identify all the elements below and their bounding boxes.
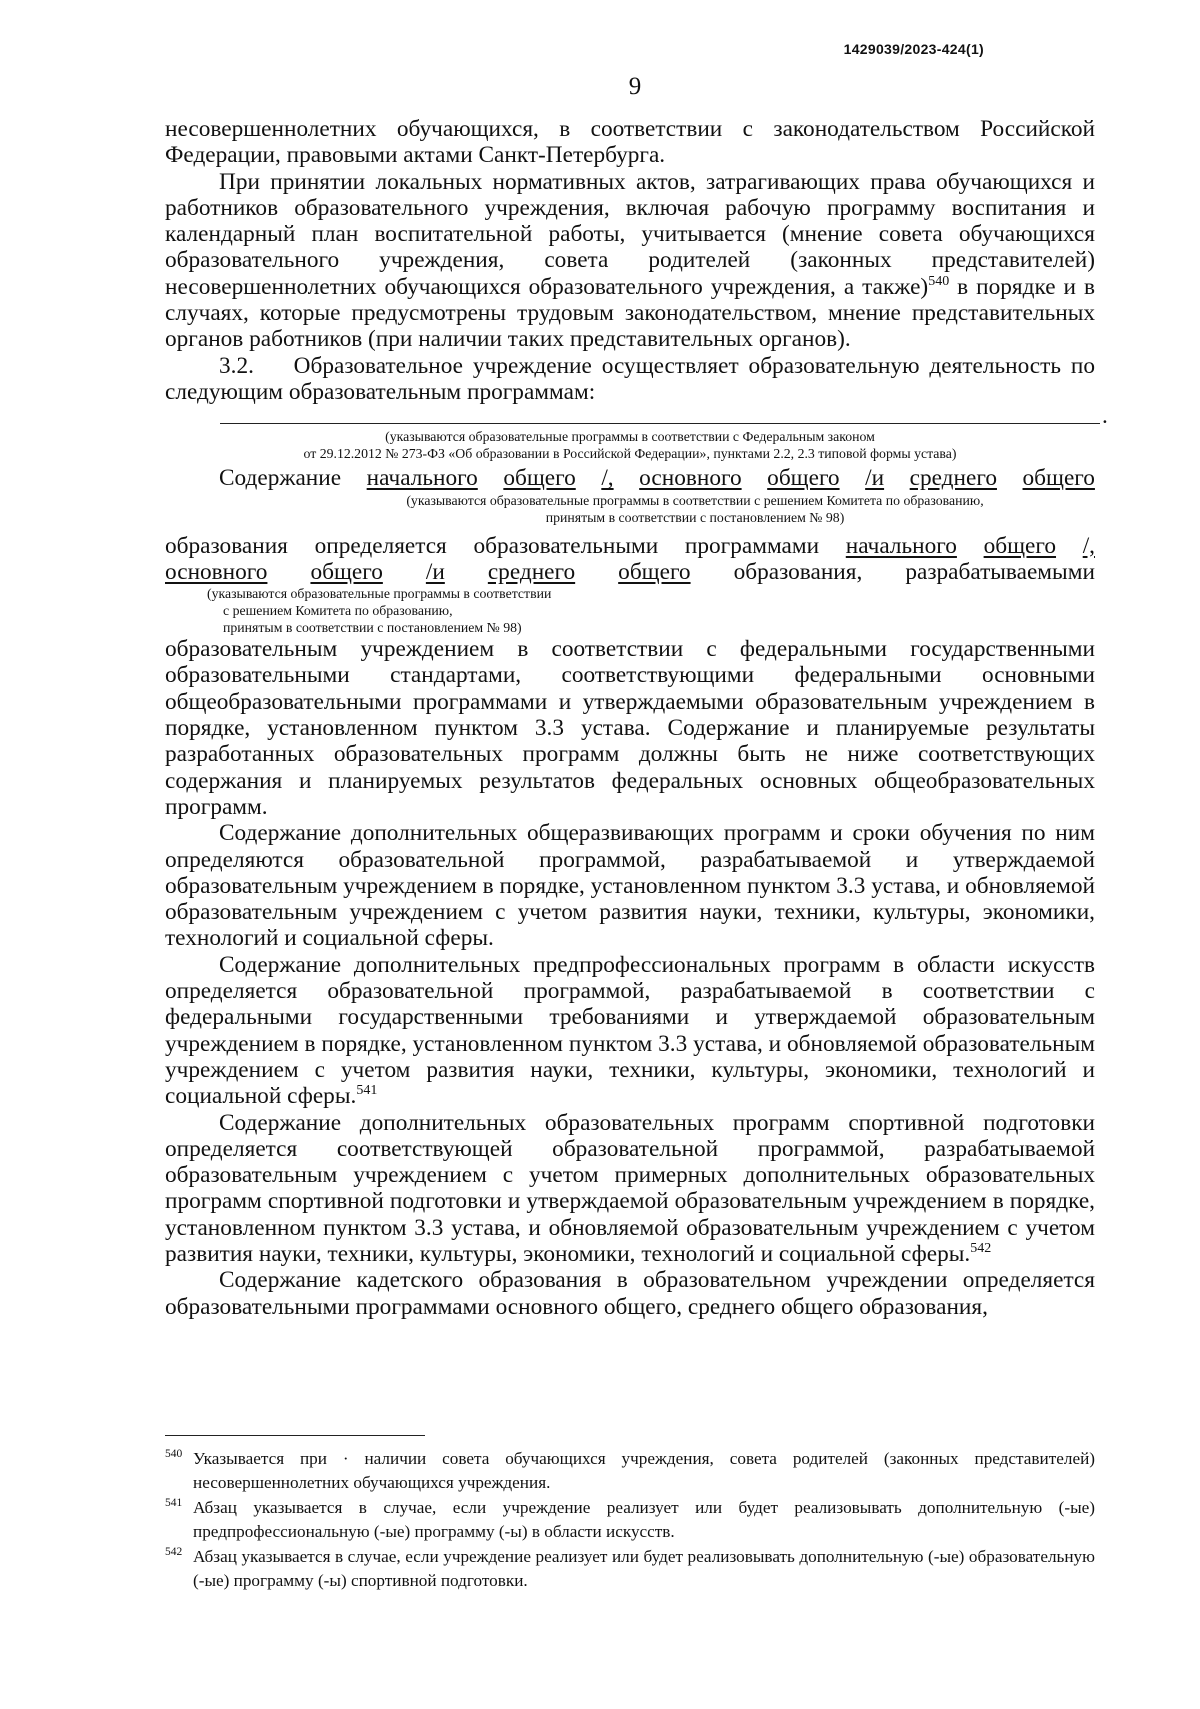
annotation-3	[207, 585, 1095, 636]
annotation-2-line-2: принятым в соответствии с постановлением № 98)	[545, 509, 845, 525]
annotation-3-line-1: (указываются образовательные программы в соответствии	[207, 586, 552, 602]
word: общего	[767, 465, 840, 492]
paragraph-7: Содержание дополнительных общеразвивающих программ и сроки обучения по ним определяются образовательной программой, разрабатываемой и утверждаемой образовательным учреждением в порядке, установленном пунктом 3.3 устава, и обновляемой образовательным учреждением с учетом развития науки, техники, культуры, экономики, технологий и социальной сферы.	[165, 820, 1095, 952]
paragraph-8-text: Содержание дополнительных предпрофессиональных программ в области искусств определяется образовательной программой, разрабатываемой в соответствии с федеральными государственными требованиями и утверждаемой образовательным учреждением в порядке, установленном пунктом 3.3 устава, и обновляемой образовательным учреждением с учетом развития науки, техники, культуры, экономики, технологий и социальной сферы.	[165, 951, 1095, 1110]
fill-in-line-end: .	[1102, 403, 1108, 430]
paragraph-9-text: Содержание дополнительных образовательных программ спортивной подготовки определяется соответствующей образовательной программой, разрабатываемой образовательным учреждением с учетом примерных дополнительных образовательных программ спортивной подготовки и утверждаемой образовательным учреждением в порядке, установленном пунктом 3.3 устава, и обновляемой образовательным учреждением с учетом развития науки, техники, культуры, экономики, технологий и социальной сферы.	[165, 1109, 1095, 1267]
paragraph-4-line	[165, 465, 1095, 491]
word: начального	[845, 532, 957, 559]
footnote-text: Абзац указывается в случае, если учреждение реализует или будет реализовывать дополнительную (-ые) предпрофессиональную (-ые) программу (-ы) в области искусств.	[193, 1498, 1095, 1541]
paragraph-8	[165, 952, 1095, 1110]
word: основного	[639, 465, 742, 492]
footnote-text: Абзац указывается в случае, если учреждение реализует или будет реализовывать дополнительную (-ые) образовательную (-ые) программу (-ы) спортивной подготовки.	[193, 1547, 1095, 1590]
paragraph-5-line-1	[165, 533, 1095, 559]
fill-in-line-block	[165, 403, 1108, 430]
paragraph-6: образовательным учреждением в соответствии с федеральными государственными образовательными стандартами, соответствующими федеральными основными общеобразовательными программами и утверждаемыми образовательным учреждением в порядке, установленном пунктом 3.3 устава. Содержание и планируемые результаты разработанных образовательных программ должны быть не ниже соответствующих содержания и планируемых результатов федеральных основных общеобразовательных программ.	[165, 636, 1095, 820]
footnote-ref-542: 542	[970, 1240, 992, 1256]
paragraph-9	[165, 1110, 1095, 1268]
annotation-3-line-2: с решением Комитета по образованию,	[223, 603, 453, 619]
footnote-541	[165, 1496, 1095, 1543]
word: Содержание	[219, 465, 342, 492]
word: основного	[165, 558, 268, 585]
word: общего	[503, 465, 576, 492]
word: образовательными	[473, 532, 659, 559]
word: образования,	[733, 558, 863, 585]
annotation-1	[165, 428, 1095, 462]
annotation-2-line-1: (указываются образовательные программы в соответствии с решением Комитета по образованию,	[406, 492, 984, 508]
footnote-text: Указывается при · наличии совета обучающихся учреждения, совета родителей (законных представителей) несовершеннолетних обучающихся учреждения.	[193, 1449, 1095, 1492]
word: /,	[1082, 532, 1095, 559]
paragraph-2	[165, 169, 1095, 353]
page-number: 9	[628, 73, 642, 100]
word: разрабатываемыми	[905, 558, 1095, 585]
paragraph-1: несовершеннолетних обучающихся, в соответствии с законодательством Российской Федерации, правовыми актами Санкт-Петербурга.	[165, 116, 1095, 169]
word: общего	[618, 558, 691, 585]
word: /,	[601, 465, 614, 492]
word: среднего	[909, 465, 997, 492]
paragraph-3-2: 3.2. Образовательное учреждение осуществляет образовательную деятельность по следующим образовательным программам:	[165, 352, 1101, 405]
word: программами	[684, 532, 820, 559]
paragraph-10: Содержание кадетского образования в образовательном учреждении определяется образовательными программами основного общего, среднего общего образования,	[165, 1267, 1095, 1320]
document-id: 1429039/2023-424(1)	[843, 41, 984, 57]
paragraph-2-text-a: При принятии локальных нормативных актов, затрагивающих права обучающихся и работников образовательного учреждения, включая рабочую программу воспитания и календарный план воспитательной работы, учитывается (мнение совета обучающихся образовательного учреждения, совета родителей (законных представителей) несовершеннолетних обучающихся образовательного учреждения, а также)	[165, 168, 1095, 300]
paragraph-5-line-2	[165, 559, 1095, 585]
word: среднего	[487, 558, 576, 585]
word: общего	[983, 532, 1057, 559]
footnote-540	[165, 1447, 1095, 1494]
footnote-ref-540: 540	[928, 273, 950, 289]
footnotes	[165, 1447, 1095, 1592]
document-body	[165, 116, 1108, 1320]
annotation-3-line-3: принятым в соответствии с постановлением № 98)	[223, 620, 522, 636]
footnote-separator	[165, 1435, 425, 1436]
word: определяется	[314, 532, 447, 559]
annotation-2	[295, 492, 1095, 526]
word: общего	[1022, 465, 1095, 492]
word: общего	[310, 558, 383, 585]
footnote-mark: 542	[165, 1546, 183, 1558]
footnote-mark: 540	[165, 1448, 183, 1460]
annotation-1-line-2: от 29.12.2012 № 273-ФЗ «Об образовании в Российской Федерации», пунктами 2.2, 2.3 типовой формы устава)	[303, 446, 957, 462]
footnote-mark: 541	[165, 1497, 183, 1509]
fill-in-line	[220, 409, 1100, 424]
footnote-ref-541: 541	[356, 1083, 378, 1099]
footnote-542	[165, 1545, 1095, 1592]
word: /и	[425, 558, 445, 585]
paragraph-2-text-b: в порядке и в случаях, которые предусмотрены трудовым законодательством, мнение представительных органов работников (при наличии таких представительных органов).	[165, 273, 1095, 353]
word: /и	[865, 465, 885, 492]
annotation-1-line-1: (указываются образовательные программы в соответствии с Федеральным законом	[385, 429, 875, 445]
word: начального	[366, 465, 478, 492]
word: образования	[165, 532, 288, 559]
